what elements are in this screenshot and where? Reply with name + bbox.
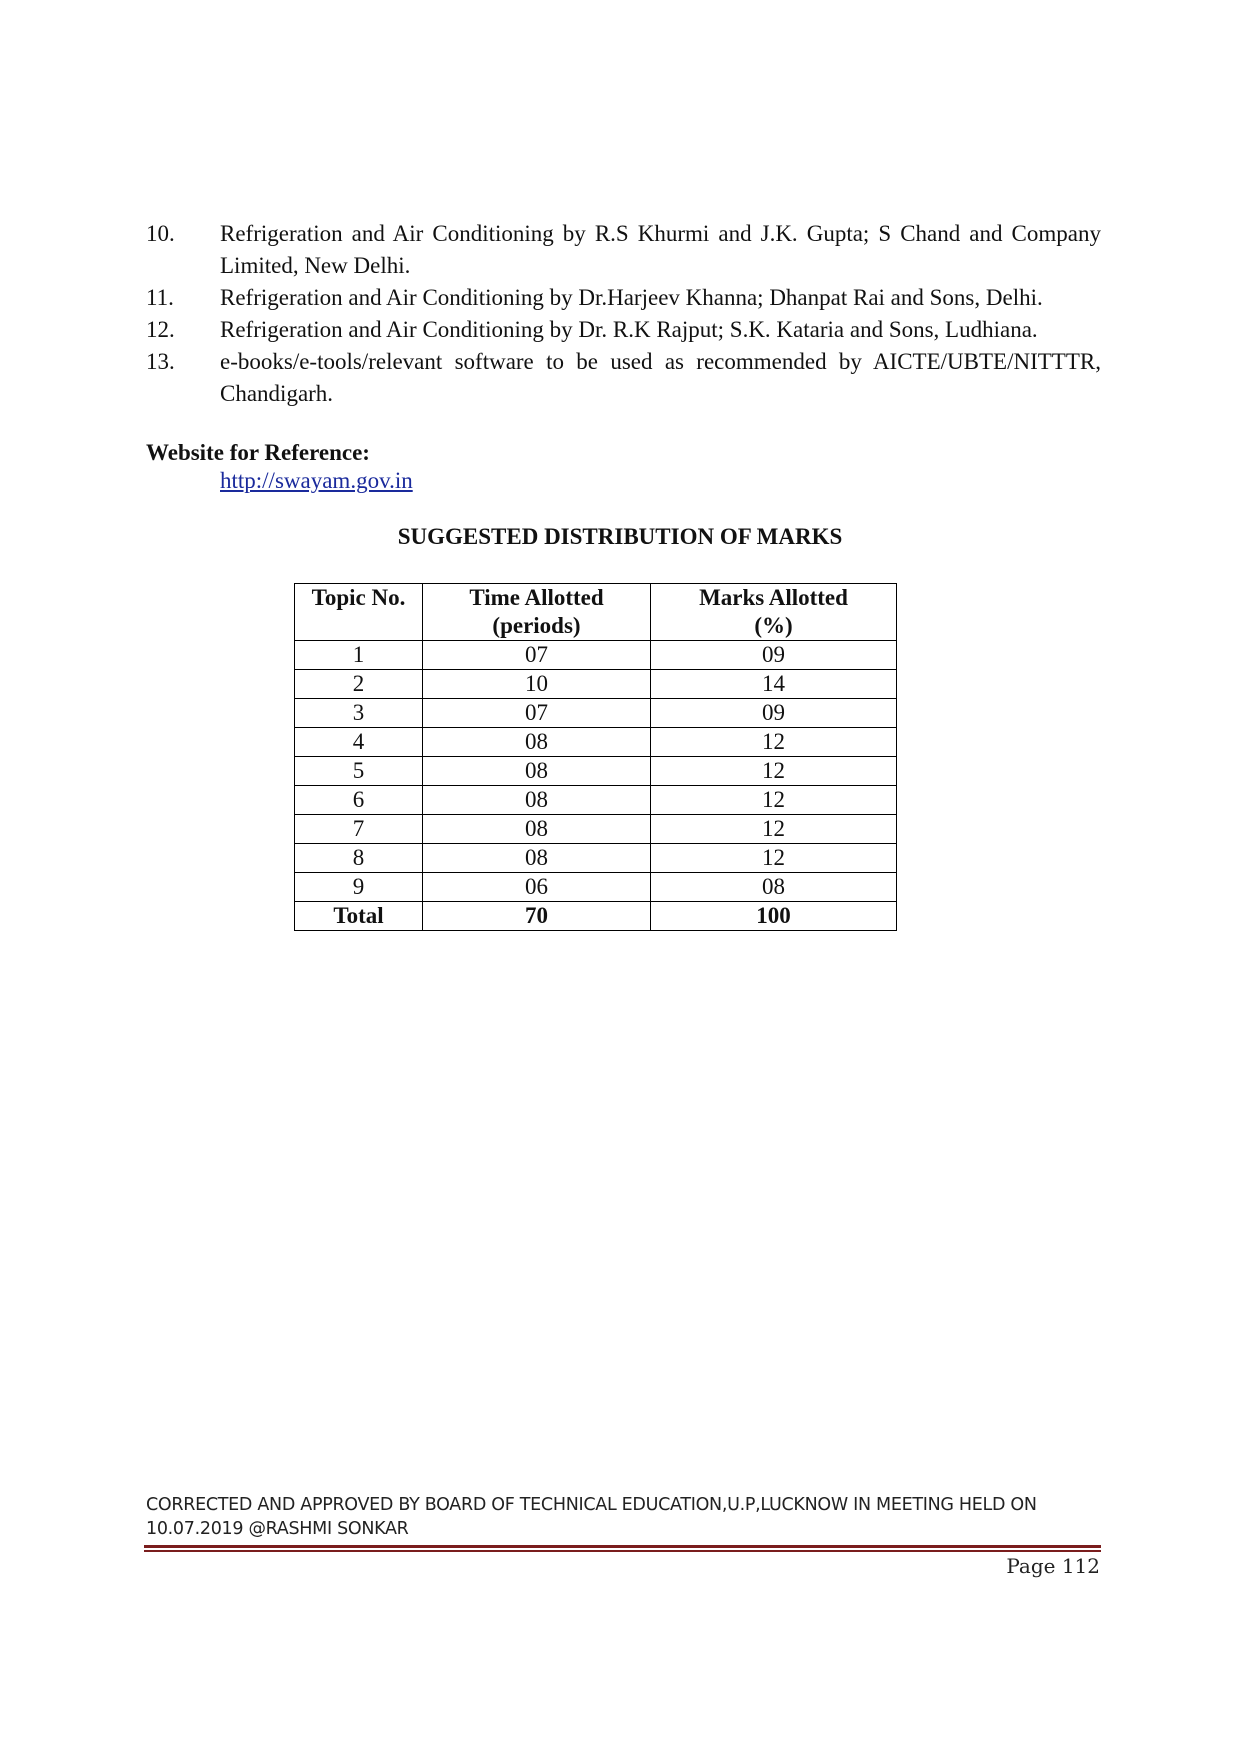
reference-text: e-books/e-tools/relevant software to be used as recommended by AICTE/UBTE/NITTTR, Chandigarh. <box>220 349 1101 406</box>
table-total-row <box>295 902 897 931</box>
reference-list <box>146 218 1101 410</box>
total-label: Total <box>295 902 423 931</box>
cell-topic: 8 <box>295 844 423 873</box>
cell-topic: 2 <box>295 670 423 699</box>
footer-rule-thin <box>144 1550 1101 1552</box>
cell-topic: 4 <box>295 728 423 757</box>
table-row <box>295 670 897 699</box>
table-row <box>295 757 897 786</box>
cell-marks: 14 <box>651 670 897 699</box>
cell-topic: 5 <box>295 757 423 786</box>
cell-marks: 12 <box>651 815 897 844</box>
reference-item <box>146 314 1101 346</box>
reference-number: 10. <box>146 221 175 246</box>
website-heading: Website for Reference: <box>146 440 370 465</box>
cell-time: 07 <box>423 699 651 728</box>
table-row <box>295 873 897 902</box>
cell-topic: 6 <box>295 786 423 815</box>
cell-topic: 1 <box>295 641 423 670</box>
reference-text: Refrigeration and Air Conditioning by Dr.Harjeev Khanna; Dhanpat Rai and Sons, Delhi. <box>220 285 1043 310</box>
cell-time: 08 <box>423 844 651 873</box>
cell-marks: 12 <box>651 786 897 815</box>
header-topic: Topic No. <box>295 584 423 641</box>
marks-distribution-table <box>294 583 897 931</box>
cell-marks: 09 <box>651 641 897 670</box>
cell-topic: 9 <box>295 873 423 902</box>
header-marks: Marks Allotted (%) <box>651 584 897 641</box>
total-marks: 100 <box>651 902 897 931</box>
table-header-row <box>295 584 897 641</box>
cell-marks: 12 <box>651 844 897 873</box>
reference-text: Refrigeration and Air Conditioning by R.S Khurmi and J.K. Gupta; S Chand and Company Limited, New Delhi. <box>220 221 1101 278</box>
cell-time: 08 <box>423 757 651 786</box>
reference-text: Refrigeration and Air Conditioning by Dr. R.K Rajput; S.K. Kataria and Sons, Ludhiana. <box>220 317 1038 342</box>
table-row <box>295 844 897 873</box>
cell-topic: 3 <box>295 699 423 728</box>
website-link[interactable]: http://swayam.gov.in <box>220 468 413 493</box>
cell-marks: 08 <box>651 873 897 902</box>
cell-time: 10 <box>423 670 651 699</box>
footer-rule <box>144 1545 1101 1548</box>
marks-table-title: SUGGESTED DISTRIBUTION OF MARKS <box>397 524 843 549</box>
reference-item <box>146 218 1101 282</box>
table-row <box>295 815 897 844</box>
cell-topic: 7 <box>295 815 423 844</box>
table-row <box>295 786 897 815</box>
cell-time: 07 <box>423 641 651 670</box>
total-time: 70 <box>423 902 651 931</box>
cell-time: 06 <box>423 873 651 902</box>
header-time: Time Allotted (periods) <box>423 584 651 641</box>
reference-item <box>146 282 1101 314</box>
page-number: Page 112 <box>1006 1554 1100 1578</box>
cell-time: 08 <box>423 815 651 844</box>
table-row <box>295 641 897 670</box>
table-row <box>295 699 897 728</box>
table-row <box>295 728 897 757</box>
footer-line-1: CORRECTED AND APPROVED BY BOARD OF TECHNICAL EDUCATION,U.P,LUCKNOW IN MEETING HELD ON <box>146 1495 1037 1515</box>
reference-item <box>146 346 1101 410</box>
cell-marks: 12 <box>651 757 897 786</box>
cell-time: 08 <box>423 786 651 815</box>
reference-number: 11. <box>146 285 174 310</box>
reference-number: 13. <box>146 349 175 374</box>
cell-marks: 12 <box>651 728 897 757</box>
reference-number: 12. <box>146 317 175 342</box>
cell-time: 08 <box>423 728 651 757</box>
cell-marks: 09 <box>651 699 897 728</box>
footer-note <box>146 1493 1101 1541</box>
footer-line-2: 10.07.2019 @RASHMI SONKAR <box>146 1519 409 1539</box>
